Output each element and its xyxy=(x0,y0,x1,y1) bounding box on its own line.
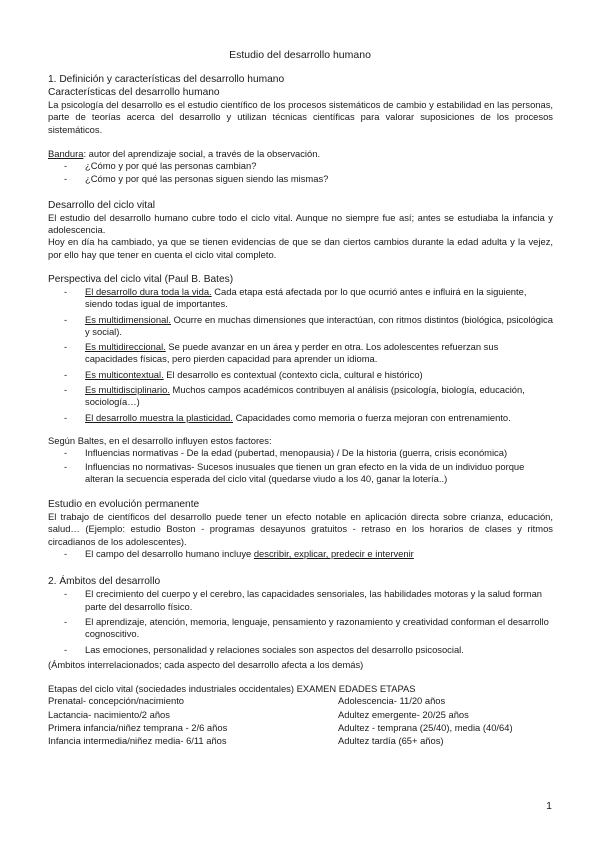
list-item-text: Muchos campos académicos contribuyen al análisis (psicología, biología, educación, sociología…) xyxy=(85,384,525,408)
perspectiva-list xyxy=(48,286,553,424)
etapas-table xyxy=(48,695,553,747)
etapas-heading: Etapas del ciclo vital (sociedades industriales occidentales) EXAMEN EDADES ETAPAS xyxy=(48,683,416,695)
ciclo-vital-heading: Desarrollo del ciclo vital xyxy=(48,199,156,211)
list-item-key: El desarrollo muestra la plasticidad. xyxy=(85,411,233,423)
bandura-list xyxy=(48,160,553,186)
bandura-name: Bandura xyxy=(48,147,84,159)
evolucion-list xyxy=(48,548,553,560)
ciclo-vital-paragraph-1: El estudio del desarrollo humano cubre todo el ciclo vital. Aunque no siempre fue así; antes se estudiaba la infancia y adolescencia. xyxy=(48,211,553,236)
document-body xyxy=(48,73,553,748)
list-item xyxy=(48,341,553,366)
list-item-key: Es multidimensional. xyxy=(85,313,171,325)
document-title: Estudio del desarrollo humano xyxy=(229,49,371,61)
list-item: - Las emociones, personalidad y relaciones sociales son aspectos del desarrollo psicosocial. xyxy=(48,644,553,656)
list-item: - ¿Cómo y por qué las personas cambian? xyxy=(48,160,553,172)
list-item xyxy=(48,384,553,409)
etapa-cell: Infancia intermedia/niñez media- 6/11 años xyxy=(48,735,227,747)
etapa-cell: Adultez emergente- 20/25 años xyxy=(338,708,469,720)
ambitos-note: (Ámbitos interrelacionados; cada aspecto del desarrollo afecta a los demás) xyxy=(48,658,364,670)
list-item: - Influencias no normativas- Sucesos inusuales que tienen un gran efecto en la vida de un individuo porque alteran la secuencia esperada del ciclo vital (quedarse viudo a los 40, ganar la lotería..) xyxy=(48,461,553,486)
list-item: - El aprendizaje, atención, memoria, lenguaje, pensamiento y razonamiento y creatividad conforman el desarrollo cognoscitivo. xyxy=(48,616,553,641)
list-item-text: El desarrollo es contextual (contexto cicla, cultural e histórico) xyxy=(163,368,423,380)
list-item xyxy=(48,286,553,311)
list-item-text: Cada etapa está afectada por lo que ocurrió antes e influirá en la siguiente, siendo todas igual de importantes. xyxy=(85,285,527,310)
bandura-text: : autor del aprendizaje social, a través de la observación. xyxy=(83,147,321,159)
etapa-cell: Lactancia- nacimiento/2 años xyxy=(48,708,170,720)
etapa-cell: Primera infancia/niñez temprana - 2/6 años xyxy=(48,721,228,733)
section-1-paragraph: La psicología del desarrollo es el estudio científico de los procesos sistemáticos de cambio y estabilidad en las personas, parte de teorías acerca del desarrollo y utilizan técnicas científicas para valorar suposiciones de los procesos sistemáticos. xyxy=(48,99,553,135)
list-item: - El crecimiento del cuerpo y el cerebro, las capacidades sensoriales, las habilidades motoras y la salud forman parte del desarrollo físico. xyxy=(48,588,553,613)
list-item-key: Es multicontextual. xyxy=(85,368,164,380)
list-item xyxy=(48,369,553,381)
list-item xyxy=(48,314,553,339)
evolucion-paragraph: El trabajo de científicos del desarrollo puede tener un efecto notable en aplicación directa sobre crianza, educación, salud… (Ejemplo: estudio Boston - programas desayunos gratuitos - retraso en los horarios de clases y ritmos circadianos de los adolescentes). xyxy=(48,511,553,547)
section-1-heading: 1. Definición y características del desarrollo humano xyxy=(48,74,285,85)
list-item-text: El campo del desarrollo humano incluye xyxy=(85,548,254,560)
list-item-text: Capacidades como memoria o fuerza mejoran con entrenamiento. xyxy=(233,411,511,423)
perspectiva-heading: Perspectiva del ciclo vital (Paul B. Bates) xyxy=(48,273,234,285)
list-item-text: Ocurre en muchas dimensiones que interactúan, con ritmos distintos (biológica, psicológica y social). xyxy=(85,313,553,337)
list-item xyxy=(48,412,553,424)
ciclo-vital-paragraph-2: Hoy en día ha cambiado, ya que se tienen evidencias de que se dan ciertos cambios durante la edad adulta y la vejez, por ello hay que tener en cuenta el ciclo vital completo. xyxy=(48,236,553,260)
list-item-key: El desarrollo dura toda la vida. xyxy=(85,285,212,297)
page-number: 1 xyxy=(546,800,552,812)
ambitos-heading: 2. Ámbitos del desarrollo xyxy=(48,576,161,588)
bandura-line xyxy=(48,148,553,160)
evolucion-heading: Estudio en evolución permanente xyxy=(48,499,200,511)
etapa-cell: Prenatal- concepción/nacimiento xyxy=(48,695,185,707)
list-item-key: Es multidireccional. xyxy=(85,341,166,353)
etapa-cell: Adolescencia- 11/20 años xyxy=(338,695,446,707)
list-item: - ¿Cómo y por qué las personas siguen siendo las mismas? xyxy=(48,173,553,185)
etapa-cell: Adultez tardía (65+ años) xyxy=(338,735,444,747)
list-item: - Influencias normativas - De la edad (pubertad, menopausia) / De la historia (guerra, crisis económica) xyxy=(48,447,553,459)
baltes-list xyxy=(48,447,553,485)
list-item xyxy=(48,548,553,560)
list-item-key: Es multidisciplinario. xyxy=(85,384,170,396)
baltes-intro: Según Baltes, en el desarrollo influyen estos factores: xyxy=(48,434,272,446)
list-item-key: describir, explicar, predecir e intervenir xyxy=(253,548,414,560)
ambitos-list xyxy=(48,588,553,655)
etapa-cell: Adultez - temprana (25/40), media (40/64) xyxy=(338,721,513,733)
section-1-subheading: Características del desarrollo humano xyxy=(48,87,220,98)
list-item-text: Se puede avanzar en un área y perder en otra. Los adolescentes refuerzan sus capacidades físicas, pero pierden capacidad para aprender un idioma. xyxy=(85,341,499,365)
